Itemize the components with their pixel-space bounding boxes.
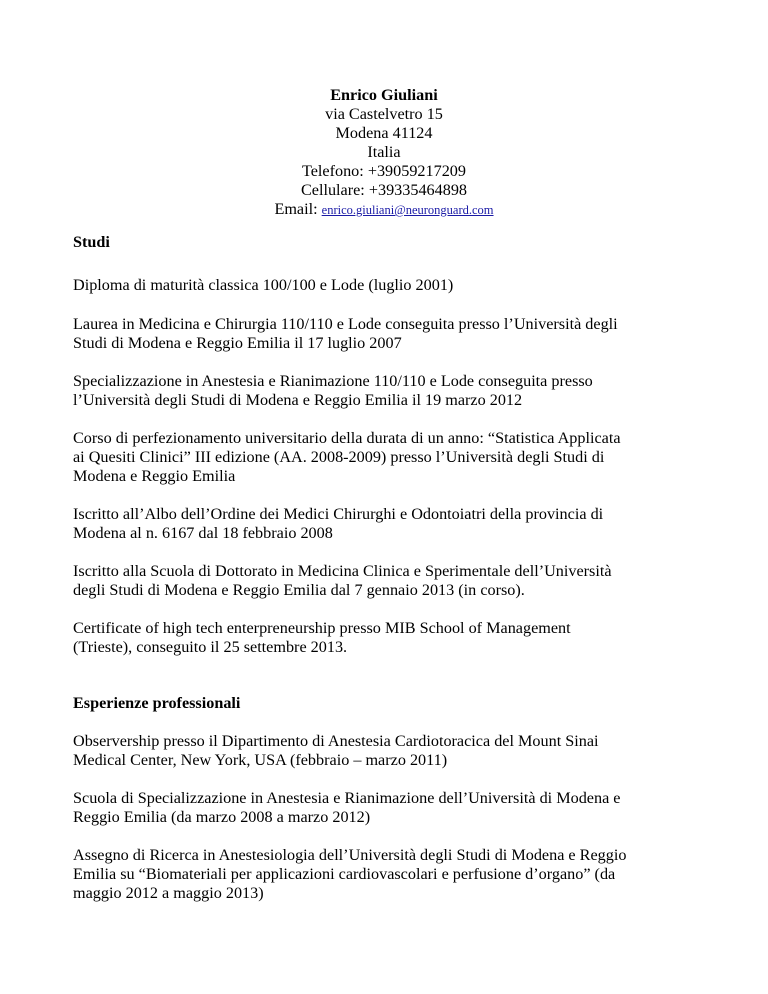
study-line: Diploma di maturità classica 100/100 e Lode (luglio 2001) (73, 276, 454, 294)
study-line: Certificate of high tech enterpreneurship presso MIB School of Management (73, 619, 571, 637)
study-line: Corso di perfezionamento universitario della durata di un anno: “Statistica Applicata (73, 429, 621, 447)
experience-line: Observership presso il Dipartimento di Anestesia Cardiotoracica del Mount Sinai (73, 732, 599, 750)
city-line: Modena 41124 (335, 124, 433, 142)
mobile-line: Cellulare: +39335464898 (300, 181, 468, 199)
experience-line: maggio 2012 a maggio 2013) (73, 884, 264, 902)
study-item (73, 372, 713, 410)
study-line: Modena e Reggio Emilia (73, 467, 236, 485)
study-line: Iscritto alla Scuola di Dottorato in Medicina Clinica e Sperimentale dell’Università (73, 562, 612, 580)
contact-header (0, 86, 768, 219)
study-item (73, 505, 713, 543)
study-line: l’Università degli Studi di Modena e Reggio Emilia il 19 marzo 2012 (73, 391, 523, 409)
study-line: Modena al n. 6167 dal 18 febbraio 2008 (73, 524, 333, 542)
study-line: Specializzazione in Anestesia e Rianimazione 110/110 e Lode conseguita presso (73, 372, 593, 390)
email-link[interactable]: enrico.giuliani@neuronguard.com (321, 203, 494, 217)
study-item (73, 276, 713, 295)
study-item (73, 562, 713, 600)
study-item (73, 315, 713, 353)
person-name: Enrico Giuliani (330, 86, 438, 104)
section-title-experience: Esperienze professionali (73, 694, 241, 712)
experience-line: Assegno di Ricerca in Anestesiologia dell’Università degli Studi di Modena e Reggio (73, 846, 627, 864)
study-line: Iscritto all’Albo dell’Ordine dei Medici Chirurghi e Odontoiatri della provincia di (73, 505, 604, 523)
experience-line: Emilia su “Biomateriali per applicazioni cardiovascolari e perfusione d’organo” (da (73, 865, 616, 883)
study-line: Studi di Modena e Reggio Emilia il 17 luglio 2007 (73, 334, 402, 352)
email-line (0, 200, 768, 219)
study-line: degli Studi di Modena e Reggio Emilia dal 7 gennaio 2013 (in corso). (73, 581, 525, 599)
country-line: Italia (367, 143, 401, 161)
study-item (73, 429, 713, 486)
experience-item (73, 789, 713, 827)
study-line: ai Quesiti Clinici” III edizione (AA. 2008-2009) presso l’Università degli Studi di (73, 448, 605, 466)
section-title-studies: Studi (73, 233, 110, 251)
address-line: via Castelvetro 15 (325, 105, 443, 123)
phone-line: Telefono: +39059217209 (301, 162, 466, 180)
study-item (73, 619, 713, 657)
experience-item (73, 846, 713, 903)
experience-line: Scuola di Specializzazione in Anestesia e Rianimazione dell’Università di Modena e (73, 789, 621, 807)
experience-item (73, 732, 713, 770)
experience-line: Reggio Emilia (da marzo 2008 a marzo 2012) (73, 808, 371, 826)
experience-line: Medical Center, New York, USA (febbraio – marzo 2011) (73, 751, 448, 769)
study-line: (Trieste), conseguito il 25 settembre 2013. (73, 638, 348, 656)
email-label: Email: (274, 200, 322, 218)
study-line: Laurea in Medicina e Chirurgia 110/110 e Lode conseguita presso l’Università degli (73, 315, 618, 333)
